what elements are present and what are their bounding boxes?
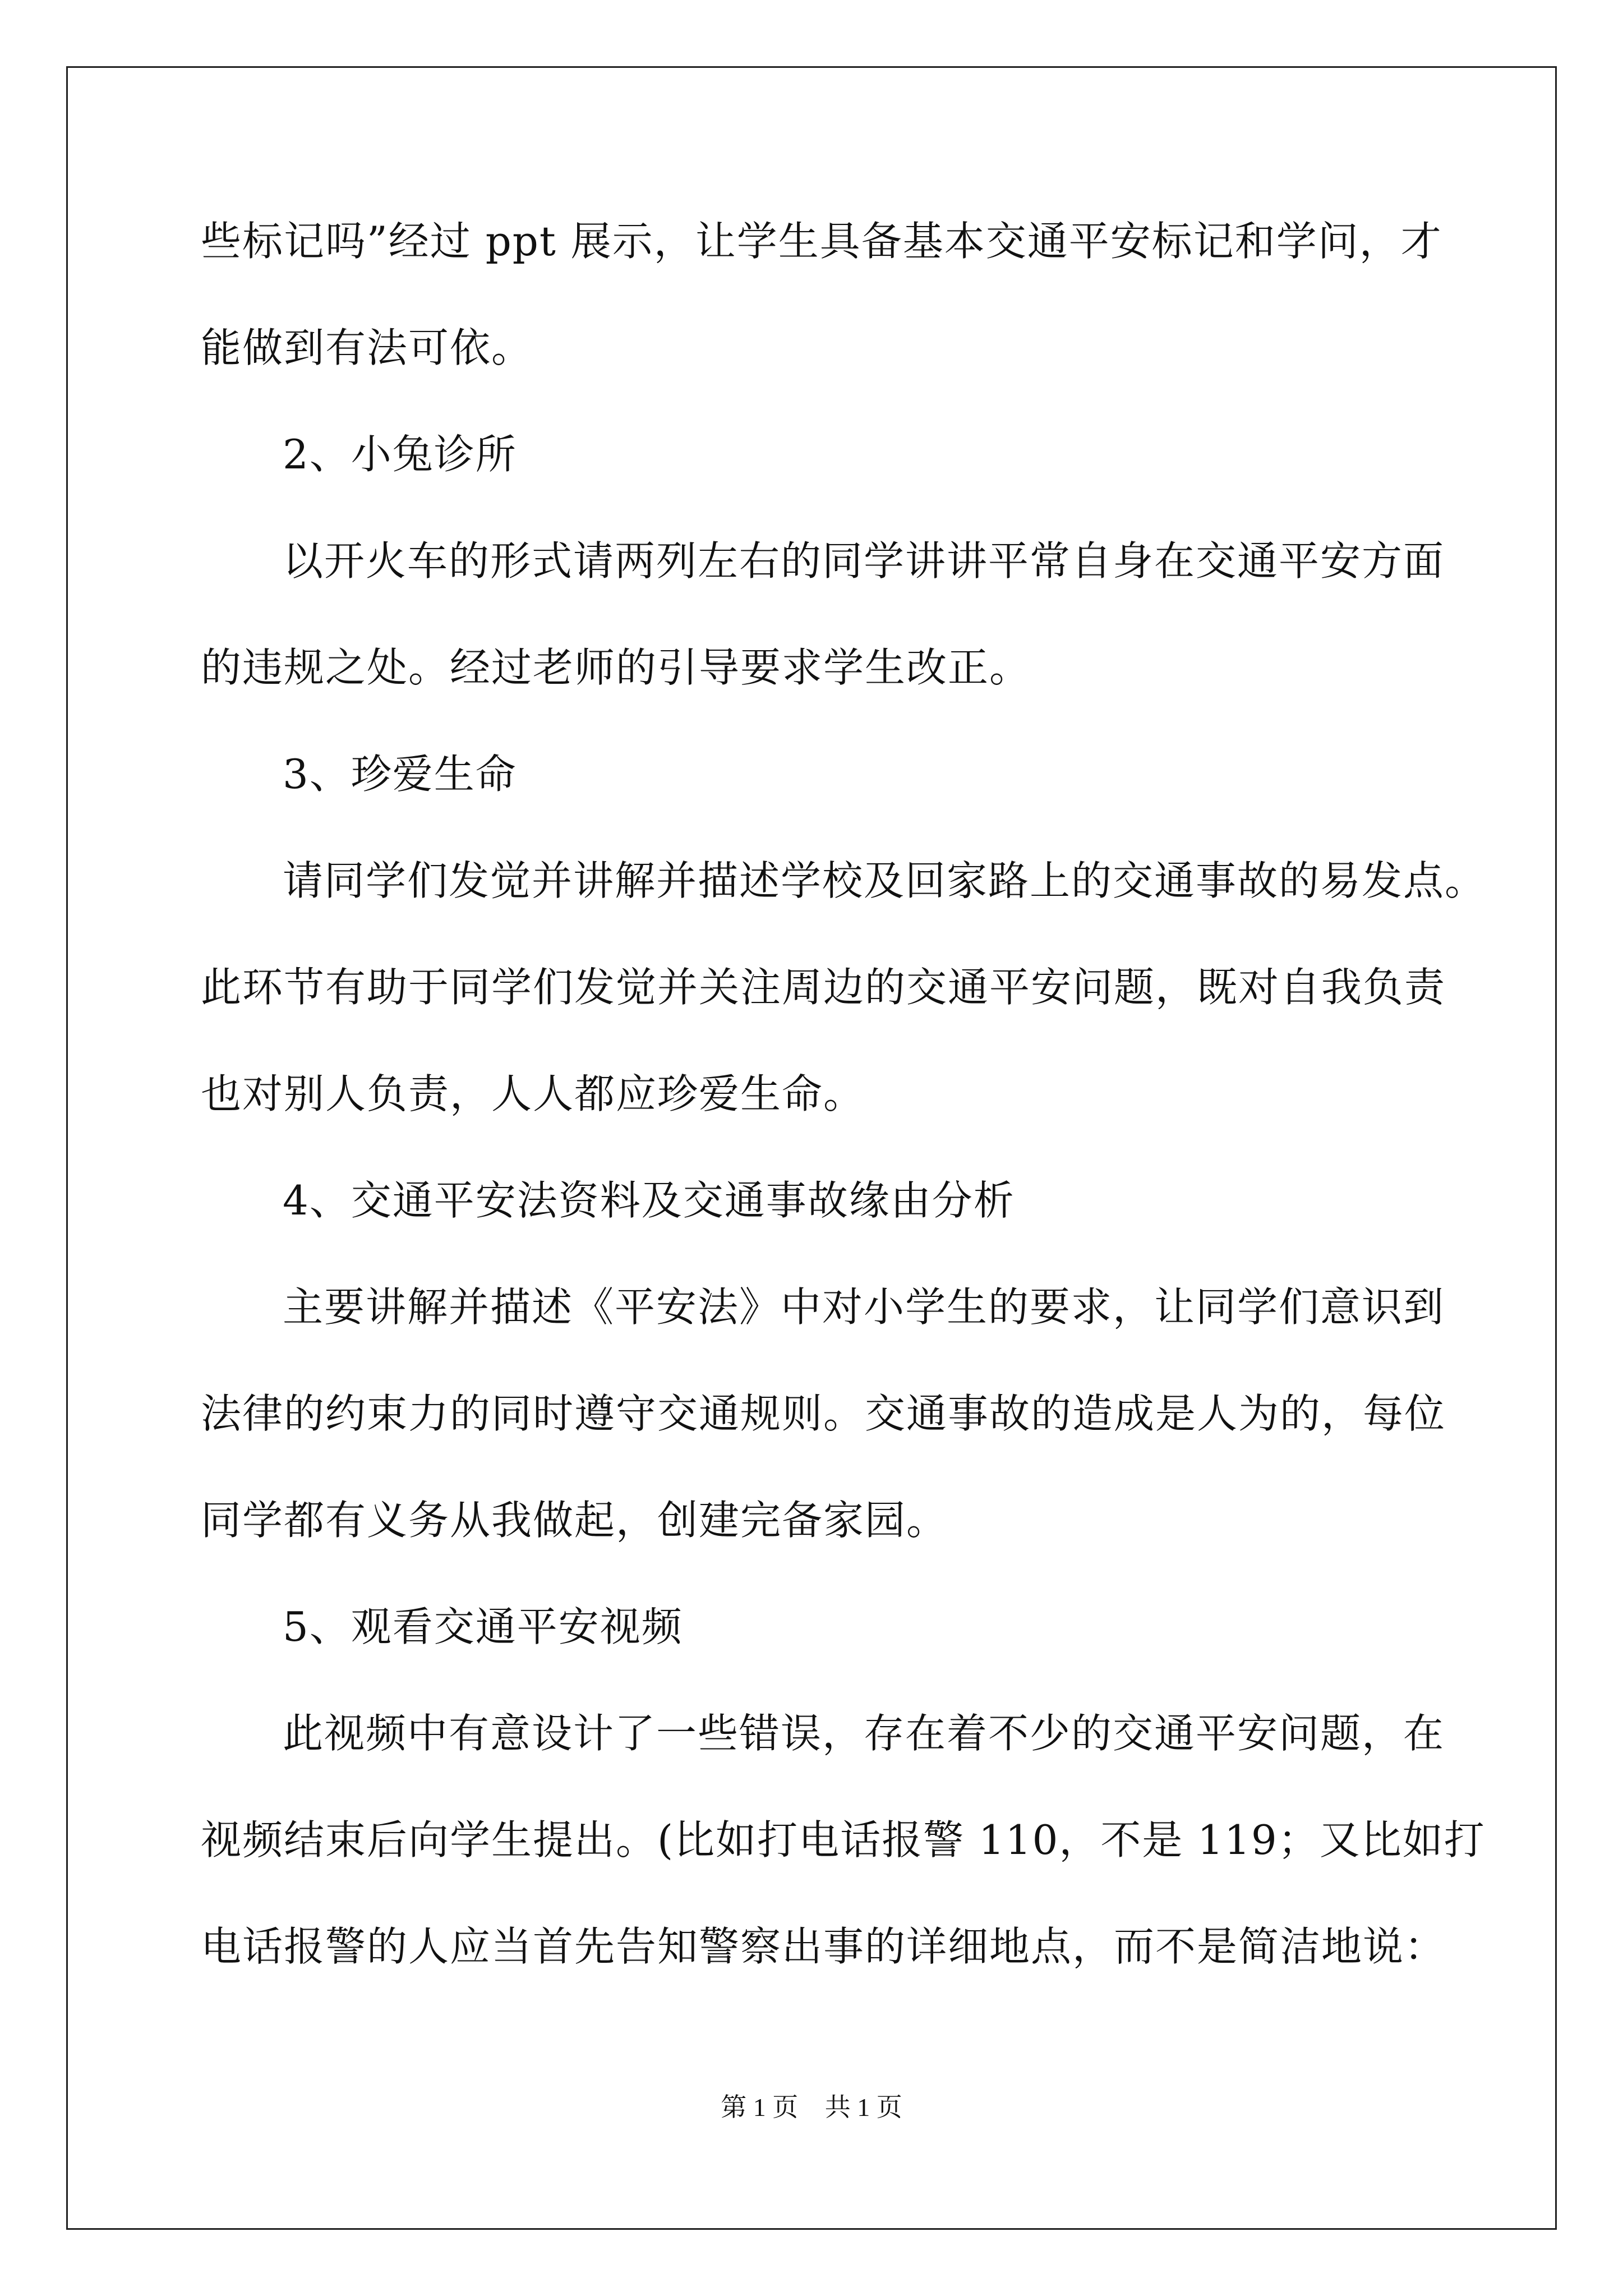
text-line-2: 能做到有法可依。: [201, 324, 533, 371]
section-heading-4: 4、交通平安法资料及交通事故缘由分析: [283, 1177, 1015, 1224]
text-line-4: 以开火车的形式请两列左右的同学讲讲平常自身在交通平安方面: [283, 537, 1445, 585]
text-line-13: 同学都有义务从我做起，创建完备家园。: [201, 1497, 948, 1544]
text-line-12: 法律的约束力的同时遵守交通规则。交通事故的造成是人为的，每位: [201, 1390, 1446, 1437]
page-number: 第 1 页: [721, 2093, 799, 2122]
text-line-5: 的违规之处。经过老师的引导要求学生改正。: [201, 644, 1031, 691]
section-heading-2: 2、小兔诊所: [283, 431, 517, 478]
text-line-7: 请同学们发觉并讲解并描述学校及回家路上的交通事故的易发点。: [283, 857, 1487, 904]
section-heading-5: 5、观看交通平安视频: [283, 1603, 683, 1650]
page-footer: [0, 2087, 1623, 2124]
text-line-9: 也对别人负责，人人都应珍爱生命。: [201, 1070, 865, 1117]
page-total: 共 1 页: [824, 2093, 902, 2122]
text-line-15: 此视频中有意设计了一些错误，存在着不少的交通平安问题，在: [283, 1710, 1445, 1757]
text-line-1: 些标记吗”经过 ppt 展示，让学生具备基本交通平安标记和学问，才: [201, 218, 1442, 265]
text-line-11: 主要讲解并描述《平安法》中对小学生的要求，让同学们意识到: [283, 1283, 1445, 1331]
document-body: [201, 188, 1487, 2000]
text-line-17: 电话报警的人应当首先告知警察出事的详细地点，而不是简洁地说：: [201, 1923, 1446, 1970]
section-heading-3: 3、珍爱生命: [283, 751, 517, 798]
text-line-16: 视频结束后向学生提出。(比如打电话报警 110，不是 119；又比如打: [201, 1816, 1486, 1864]
text-line-8: 此环节有助于同学们发觉并关注周边的交通平安问题，既对自我负责: [201, 964, 1446, 1011]
